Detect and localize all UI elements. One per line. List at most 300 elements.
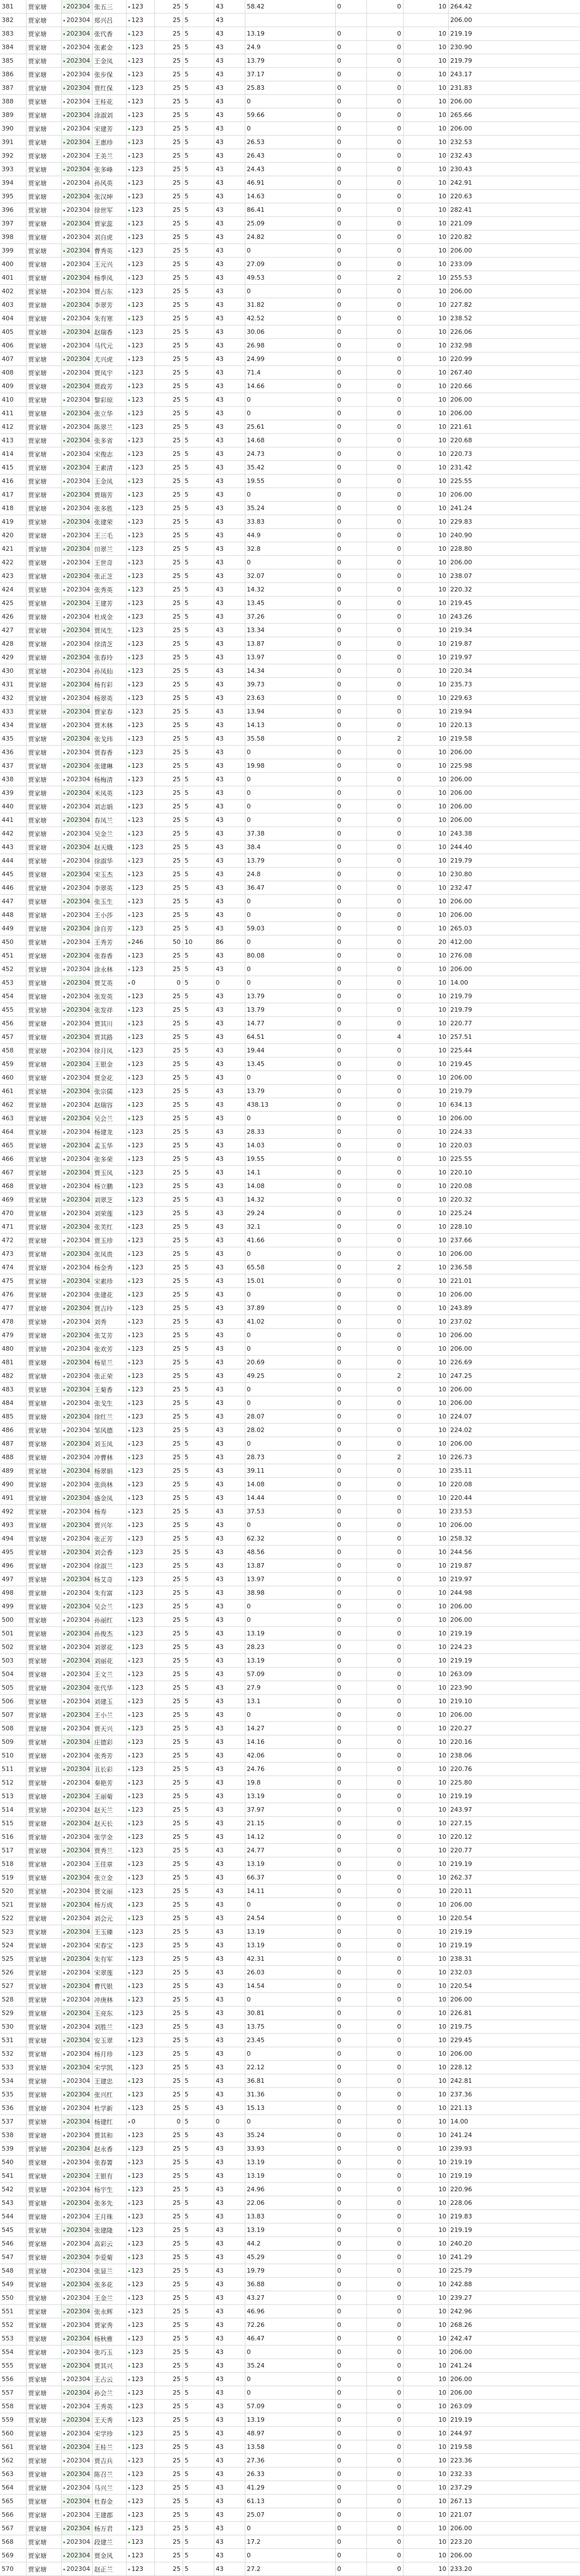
table-cell[interactable] <box>154 569 183 583</box>
table-cell[interactable] <box>92 1993 126 2007</box>
table-cell[interactable] <box>92 2007 126 2020</box>
table-cell[interactable] <box>335 1912 366 1925</box>
table-cell[interactable] <box>61 285 92 298</box>
table-cell[interactable] <box>403 2034 448 2047</box>
table-row[interactable] <box>0 1830 580 1844</box>
table-cell[interactable] <box>245 2156 335 2169</box>
table-cell[interactable] <box>335 1925 366 1939</box>
table-cell[interactable] <box>448 1003 580 1017</box>
table-cell[interactable] <box>335 1139 366 1152</box>
table-cell[interactable] <box>214 2210 245 2223</box>
table-cell[interactable] <box>183 353 214 366</box>
table-row[interactable] <box>0 1315 580 1329</box>
table-cell[interactable] <box>448 14 580 27</box>
table-cell[interactable] <box>26 258 61 271</box>
table-cell[interactable] <box>183 2020 214 2034</box>
table-cell[interactable] <box>183 1641 214 1654</box>
table-cell[interactable] <box>183 2088 214 2101</box>
table-cell[interactable] <box>26 27 61 41</box>
table-cell[interactable] <box>126 1207 154 1220</box>
table-cell[interactable] <box>366 502 403 515</box>
table-cell[interactable] <box>0 1722 26 1735</box>
table-cell[interactable] <box>245 1464 335 1478</box>
table-cell[interactable] <box>26 2020 61 2034</box>
table-cell[interactable] <box>126 2251 154 2264</box>
table-cell[interactable] <box>183 393 214 407</box>
table-cell[interactable] <box>366 1898 403 1912</box>
table-cell[interactable] <box>366 407 403 420</box>
table-cell[interactable] <box>366 447 403 461</box>
table-cell[interactable] <box>92 624 126 637</box>
table-cell[interactable] <box>0 2264 26 2278</box>
table-cell[interactable] <box>245 651 335 664</box>
table-cell[interactable] <box>403 230 448 244</box>
table-cell[interactable] <box>154 1071 183 1085</box>
table-cell[interactable] <box>214 1437 245 1451</box>
table-cell[interactable] <box>0 1871 26 1885</box>
table-cell[interactable] <box>61 2291 92 2305</box>
table-cell[interactable] <box>154 2210 183 2223</box>
table-cell[interactable] <box>0 1071 26 1085</box>
table-cell[interactable] <box>0 2210 26 2223</box>
table-cell[interactable] <box>154 1613 183 1627</box>
table-cell[interactable] <box>448 1613 580 1627</box>
table-cell[interactable] <box>0 1058 26 1071</box>
table-cell[interactable] <box>366 258 403 271</box>
table-cell[interactable] <box>0 2332 26 2346</box>
table-cell[interactable] <box>366 1613 403 1627</box>
table-cell[interactable] <box>335 1396 366 1410</box>
table-cell[interactable] <box>0 2318 26 2332</box>
table-row[interactable] <box>0 1708 580 1722</box>
table-cell[interactable] <box>154 719 183 732</box>
table-cell[interactable] <box>92 1247 126 1261</box>
table-cell[interactable] <box>154 1722 183 1735</box>
table-cell[interactable] <box>214 1274 245 1288</box>
table-cell[interactable] <box>214 2020 245 2034</box>
table-cell[interactable] <box>214 1166 245 1180</box>
table-cell[interactable] <box>335 1315 366 1329</box>
table-cell[interactable] <box>448 1600 580 1613</box>
table-cell[interactable] <box>403 1356 448 1369</box>
table-cell[interactable] <box>154 1898 183 1912</box>
table-cell[interactable] <box>214 244 245 258</box>
table-cell[interactable] <box>92 1979 126 1993</box>
table-cell[interactable] <box>448 2183 580 2196</box>
table-cell[interactable] <box>448 610 580 624</box>
table-cell[interactable] <box>335 1722 366 1735</box>
table-cell[interactable] <box>0 1261 26 1274</box>
table-cell[interactable] <box>403 1722 448 1735</box>
table-cell[interactable] <box>0 2278 26 2291</box>
table-cell[interactable] <box>0 1681 26 1695</box>
table-cell[interactable] <box>245 380 335 393</box>
table-cell[interactable] <box>183 1668 214 1681</box>
table-cell[interactable] <box>366 108 403 122</box>
table-cell[interactable] <box>448 1017 580 1030</box>
table-cell[interactable] <box>183 190 214 203</box>
table-cell[interactable] <box>26 1613 61 1627</box>
table-cell[interactable] <box>448 949 580 963</box>
table-cell[interactable] <box>26 1220 61 1234</box>
table-cell[interactable] <box>366 854 403 868</box>
table-cell[interactable] <box>0 854 26 868</box>
table-cell[interactable] <box>61 14 92 27</box>
table-cell[interactable] <box>154 1763 183 1776</box>
table-cell[interactable] <box>61 678 92 691</box>
table-cell[interactable] <box>214 597 245 610</box>
table-row[interactable] <box>0 1030 580 1044</box>
table-cell[interactable] <box>214 1993 245 2007</box>
table-cell[interactable] <box>214 895 245 908</box>
table-cell[interactable] <box>92 1627 126 1641</box>
table-cell[interactable] <box>366 827 403 841</box>
table-cell[interactable] <box>366 2210 403 2223</box>
table-cell[interactable] <box>448 1749 580 1763</box>
table-cell[interactable] <box>154 637 183 651</box>
table-cell[interactable] <box>26 1857 61 1871</box>
table-cell[interactable] <box>26 2264 61 2278</box>
table-cell[interactable] <box>335 1302 366 1315</box>
table-cell[interactable] <box>183 312 214 325</box>
table-cell[interactable] <box>61 2278 92 2291</box>
table-cell[interactable] <box>154 244 183 258</box>
table-cell[interactable] <box>335 1952 366 1966</box>
table-cell[interactable] <box>448 325 580 339</box>
table-cell[interactable] <box>366 1871 403 1885</box>
table-cell[interactable] <box>26 447 61 461</box>
table-cell[interactable] <box>245 41 335 54</box>
table-cell[interactable] <box>448 2210 580 2223</box>
table-cell[interactable] <box>183 1030 214 1044</box>
table-cell[interactable] <box>335 1058 366 1071</box>
table-cell[interactable] <box>335 990 366 1003</box>
table-cell[interactable] <box>92 1356 126 1369</box>
table-cell[interactable] <box>183 203 214 217</box>
table-cell[interactable] <box>366 1763 403 1776</box>
table-cell[interactable] <box>92 1193 126 1207</box>
table-cell[interactable] <box>61 1410 92 1424</box>
table-cell[interactable] <box>214 1261 245 1274</box>
table-cell[interactable] <box>335 2115 366 2129</box>
table-cell[interactable] <box>335 2101 366 2115</box>
table-cell[interactable] <box>448 1790 580 1803</box>
table-cell[interactable] <box>335 922 366 935</box>
table-cell[interactable] <box>448 298 580 312</box>
table-cell[interactable] <box>61 1939 92 1952</box>
table-cell[interactable] <box>26 976 61 990</box>
table-cell[interactable] <box>403 2278 448 2291</box>
table-cell[interactable] <box>61 542 92 556</box>
table-cell[interactable] <box>245 230 335 244</box>
table-cell[interactable] <box>26 1003 61 1017</box>
table-cell[interactable] <box>245 2047 335 2061</box>
table-cell[interactable] <box>335 813 366 827</box>
table-cell[interactable] <box>366 1817 403 1830</box>
table-cell[interactable] <box>403 54 448 68</box>
table-cell[interactable] <box>126 1952 154 1966</box>
table-cell[interactable] <box>61 68 92 81</box>
table-cell[interactable] <box>403 108 448 122</box>
table-cell[interactable] <box>335 678 366 691</box>
table-cell[interactable] <box>403 651 448 664</box>
table-cell[interactable] <box>335 719 366 732</box>
table-cell[interactable] <box>0 1505 26 1518</box>
table-cell[interactable] <box>335 1546 366 1559</box>
table-row[interactable] <box>0 312 580 325</box>
table-cell[interactable] <box>61 1464 92 1478</box>
table-cell[interactable] <box>245 1790 335 1803</box>
table-cell[interactable] <box>126 841 154 854</box>
table-cell[interactable] <box>403 447 448 461</box>
table-cell[interactable] <box>403 2061 448 2074</box>
table-cell[interactable] <box>61 2088 92 2101</box>
table-cell[interactable] <box>92 949 126 963</box>
table-cell[interactable] <box>0 1288 26 1302</box>
table-cell[interactable] <box>61 1613 92 1627</box>
table-cell[interactable] <box>61 922 92 935</box>
table-cell[interactable] <box>154 1085 183 1098</box>
table-cell[interactable] <box>154 420 183 434</box>
table-cell[interactable] <box>448 691 580 705</box>
table-cell[interactable] <box>245 1139 335 1152</box>
table-cell[interactable] <box>26 1939 61 1952</box>
table-cell[interactable] <box>154 1518 183 1532</box>
table-cell[interactable] <box>366 1952 403 1966</box>
table-cell[interactable] <box>214 1844 245 1857</box>
table-cell[interactable] <box>335 881 366 895</box>
table-cell[interactable] <box>366 922 403 935</box>
table-cell[interactable] <box>245 990 335 1003</box>
table-cell[interactable] <box>448 1776 580 1790</box>
table-cell[interactable] <box>403 1546 448 1559</box>
table-cell[interactable] <box>126 14 154 27</box>
table-cell[interactable] <box>61 2047 92 2061</box>
table-cell[interactable] <box>126 1071 154 1085</box>
table-cell[interactable] <box>335 190 366 203</box>
table-row[interactable] <box>0 868 580 881</box>
table-row[interactable] <box>0 610 580 624</box>
table-cell[interactable] <box>403 2169 448 2183</box>
table-cell[interactable] <box>366 163 403 176</box>
table-cell[interactable] <box>335 976 366 990</box>
table-cell[interactable] <box>0 786 26 800</box>
table-cell[interactable] <box>26 705 61 719</box>
table-cell[interactable] <box>0 556 26 569</box>
table-cell[interactable] <box>214 732 245 746</box>
table-cell[interactable] <box>448 1979 580 1993</box>
table-cell[interactable] <box>403 2237 448 2251</box>
table-cell[interactable] <box>245 1030 335 1044</box>
table-cell[interactable] <box>245 691 335 705</box>
table-cell[interactable] <box>403 1803 448 1817</box>
table-cell[interactable] <box>448 2318 580 2332</box>
table-cell[interactable] <box>126 827 154 841</box>
table-cell[interactable] <box>335 2305 366 2318</box>
table-cell[interactable] <box>126 434 154 447</box>
table-cell[interactable] <box>154 935 183 949</box>
table-cell[interactable] <box>154 2305 183 2318</box>
table-cell[interactable] <box>448 1641 580 1654</box>
table-cell[interactable] <box>245 2183 335 2196</box>
table-cell[interactable] <box>214 217 245 230</box>
table-cell[interactable] <box>126 1898 154 1912</box>
table-cell[interactable] <box>335 1505 366 1518</box>
table-cell[interactable] <box>126 1491 154 1505</box>
table-cell[interactable] <box>26 1017 61 1030</box>
table-cell[interactable] <box>154 2183 183 2196</box>
table-cell[interactable] <box>214 719 245 732</box>
table-cell[interactable] <box>245 1261 335 1274</box>
table-cell[interactable] <box>245 1166 335 1180</box>
table-cell[interactable] <box>61 2074 92 2088</box>
table-row[interactable] <box>0 854 580 868</box>
table-cell[interactable] <box>183 1518 214 1532</box>
table-cell[interactable] <box>245 95 335 108</box>
table-cell[interactable] <box>126 556 154 569</box>
table-row[interactable] <box>0 163 580 176</box>
table-row[interactable] <box>0 1424 580 1437</box>
table-cell[interactable] <box>403 1898 448 1912</box>
table-cell[interactable] <box>92 1925 126 1939</box>
table-cell[interactable] <box>92 2183 126 2196</box>
table-cell[interactable] <box>26 1152 61 1166</box>
table-cell[interactable] <box>126 1627 154 1641</box>
table-cell[interactable] <box>92 1505 126 1518</box>
table-cell[interactable] <box>335 1518 366 1532</box>
table-cell[interactable] <box>214 1410 245 1424</box>
table-cell[interactable] <box>366 1966 403 1979</box>
table-cell[interactable] <box>61 1491 92 1505</box>
table-cell[interactable] <box>0 1830 26 1844</box>
table-cell[interactable] <box>61 2264 92 2278</box>
table-cell[interactable] <box>26 298 61 312</box>
table-cell[interactable] <box>0 68 26 81</box>
table-cell[interactable] <box>26 203 61 217</box>
table-cell[interactable] <box>26 1315 61 1329</box>
table-cell[interactable] <box>335 2169 366 2183</box>
table-cell[interactable] <box>0 597 26 610</box>
table-cell[interactable] <box>403 732 448 746</box>
table-row[interactable] <box>0 68 580 81</box>
table-cell[interactable] <box>183 1329 214 1342</box>
table-cell[interactable] <box>92 434 126 447</box>
table-cell[interactable] <box>61 1695 92 1708</box>
table-cell[interactable] <box>245 1274 335 1288</box>
table-cell[interactable] <box>335 1695 366 1708</box>
table-cell[interactable] <box>214 1722 245 1735</box>
table-cell[interactable] <box>335 1410 366 1424</box>
table-cell[interactable] <box>92 407 126 420</box>
table-cell[interactable] <box>92 1722 126 1735</box>
table-cell[interactable] <box>403 2129 448 2142</box>
table-cell[interactable] <box>126 353 154 366</box>
table-cell[interactable] <box>214 54 245 68</box>
table-cell[interactable] <box>403 624 448 637</box>
table-cell[interactable] <box>335 1830 366 1844</box>
table-cell[interactable] <box>61 746 92 759</box>
table-cell[interactable] <box>214 1464 245 1478</box>
table-cell[interactable] <box>126 1125 154 1139</box>
table-cell[interactable] <box>126 1030 154 1044</box>
table-cell[interactable] <box>126 1139 154 1152</box>
table-cell[interactable] <box>154 2074 183 2088</box>
table-cell[interactable] <box>92 1654 126 1668</box>
table-cell[interactable] <box>126 190 154 203</box>
table-cell[interactable] <box>26 664 61 678</box>
table-cell[interactable] <box>92 1464 126 1478</box>
table-cell[interactable] <box>26 1695 61 1708</box>
table-cell[interactable] <box>126 258 154 271</box>
table-row[interactable] <box>0 2278 580 2291</box>
table-cell[interactable] <box>448 664 580 678</box>
table-cell[interactable] <box>26 1546 61 1559</box>
table-cell[interactable] <box>214 2034 245 2047</box>
table-cell[interactable] <box>26 624 61 637</box>
table-cell[interactable] <box>154 1003 183 1017</box>
table-row[interactable] <box>0 502 580 515</box>
table-cell[interactable] <box>245 1939 335 1952</box>
table-cell[interactable] <box>448 2088 580 2101</box>
table-cell[interactable] <box>92 1302 126 1315</box>
table-row[interactable] <box>0 1885 580 1898</box>
table-cell[interactable] <box>61 963 92 976</box>
table-cell[interactable] <box>366 759 403 773</box>
table-cell[interactable] <box>214 447 245 461</box>
table-cell[interactable] <box>26 41 61 54</box>
table-row[interactable] <box>0 1451 580 1464</box>
table-cell[interactable] <box>26 2142 61 2156</box>
table-cell[interactable] <box>61 1586 92 1600</box>
table-cell[interactable] <box>245 1722 335 1735</box>
table-cell[interactable] <box>448 1573 580 1586</box>
table-cell[interactable] <box>126 2074 154 2088</box>
table-cell[interactable] <box>0 1518 26 1532</box>
table-cell[interactable] <box>335 773 366 786</box>
table-cell[interactable] <box>0 1790 26 1803</box>
table-row[interactable] <box>0 1722 580 1735</box>
table-row[interactable] <box>0 2332 580 2346</box>
table-cell[interactable] <box>366 908 403 922</box>
table-cell[interactable] <box>126 1369 154 1383</box>
table-cell[interactable] <box>448 705 580 719</box>
table-cell[interactable] <box>92 190 126 203</box>
table-cell[interactable] <box>61 1274 92 1288</box>
table-cell[interactable] <box>126 1979 154 1993</box>
table-cell[interactable] <box>154 1586 183 1600</box>
table-cell[interactable] <box>126 2088 154 2101</box>
table-cell[interactable] <box>214 1518 245 1532</box>
table-cell[interactable] <box>26 122 61 136</box>
table-cell[interactable] <box>245 1912 335 1925</box>
table-row[interactable] <box>0 1220 580 1234</box>
table-cell[interactable] <box>403 1003 448 1017</box>
table-cell[interactable] <box>92 2264 126 2278</box>
table-cell[interactable] <box>335 759 366 773</box>
table-cell[interactable] <box>126 922 154 935</box>
table-cell[interactable] <box>183 2129 214 2142</box>
table-cell[interactable] <box>154 786 183 800</box>
table-cell[interactable] <box>126 773 154 786</box>
table-cell[interactable] <box>214 1112 245 1125</box>
table-row[interactable] <box>0 1274 580 1288</box>
table-cell[interactable] <box>92 1668 126 1681</box>
table-cell[interactable] <box>92 637 126 651</box>
table-cell[interactable] <box>154 895 183 908</box>
table-cell[interactable] <box>61 800 92 813</box>
table-cell[interactable] <box>61 1396 92 1410</box>
table-cell[interactable] <box>366 488 403 502</box>
